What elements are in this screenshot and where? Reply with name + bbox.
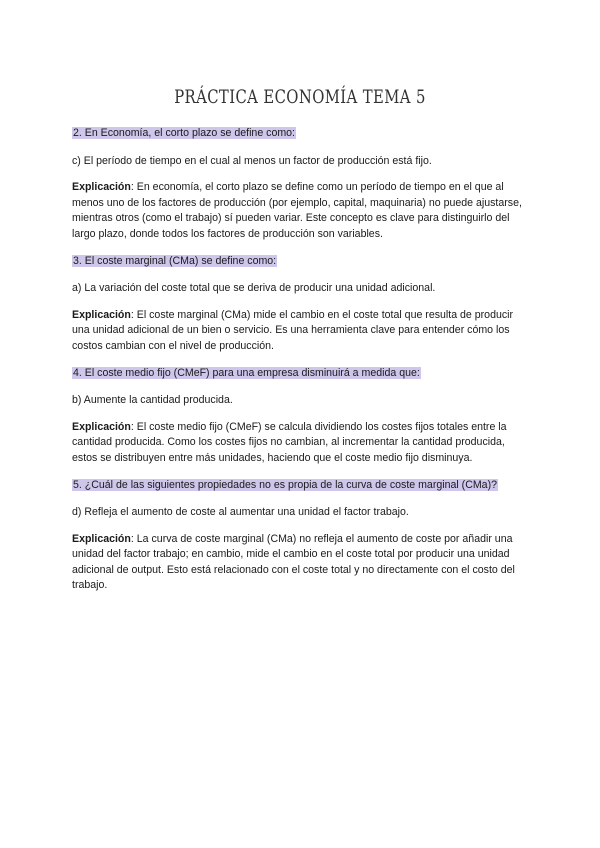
question-block [72, 366, 532, 467]
explanation-label: Explicación [72, 420, 131, 433]
explanation-text: : El coste medio fijo (CMeF) se calcula dividiendo los costes fijos totales entre la cantidad producida. Como los costes fijos no cambian, al incrementar la cantidad producida, estos se distribuyen entre más unidades, haciendo que el coste medio fijo disminuya. [72, 420, 507, 464]
explanation-label: Explicación [72, 532, 131, 545]
explanation-paragraph [72, 180, 532, 242]
question-heading [72, 478, 532, 494]
explanation-text: : El coste marginal (CMa) mide el cambio en el coste total que resulta de producir una unidad adicional de un bien o servicio. Es una herramienta clave para entender cómo los costos cambian con el nivel de producción. [72, 308, 514, 352]
question-text: 2. En Economía, el corto plazo se define como: [73, 127, 296, 139]
explanation-paragraph [72, 308, 532, 355]
explanation-paragraph [72, 420, 532, 467]
question-heading [72, 254, 532, 270]
question-text: 4. El coste medio fijo (CMeF) para una empresa disminuirá a medida que: [73, 366, 420, 379]
answer-text: c) El período de tiempo en el cual al menos un factor de producción está fijo. [72, 154, 432, 167]
question-block [72, 254, 532, 355]
question-block [72, 126, 532, 243]
document-title: PRÁCTICA ECONOMÍA TEMA 5 [174, 86, 426, 108]
document-body [72, 126, 532, 605]
explanation-paragraph [72, 532, 532, 594]
explanation-text: : La curva de coste marginal (CMa) no refleja el aumento de coste por añadir una unidad del factor trabajo; en cambio, mide el cambio en el coste total por producir una unidad adicional de output. Esto está relacionado con el coste total y no directamente con el costo del trabajo. [72, 532, 515, 592]
question-text: 5. ¿Cuál de las siguientes propiedades no es propia de la curva de coste marginal (CMa)? [73, 478, 497, 491]
answer-text: a) La variación del coste total que se deriva de producir una unidad adicional. [72, 282, 436, 295]
explanation-text: : En economía, el corto plazo se define como un período de tiempo en el que al menos uno de los factores de producción (por ejemplo, capital, maquinaria) no puede ajustarse, mientras otros (como el trabajo) sí pueden variar. Este concepto es clave para distinguirlo del largo plazo, donde todos los factores de producción son variables. [72, 181, 522, 240]
question-heading [72, 366, 532, 382]
question-heading [72, 126, 532, 142]
explanation-label: Explicación [72, 308, 131, 321]
answer-text: d) Refleja el aumento de coste al aumentar una unidad el factor trabajo. [72, 506, 409, 519]
explanation-label: Explicación [72, 181, 131, 194]
answer-text: b) Aumente la cantidad producida. [72, 394, 233, 407]
question-text: 3. El coste marginal (CMa) se define como: [73, 254, 277, 267]
question-block [72, 478, 532, 595]
